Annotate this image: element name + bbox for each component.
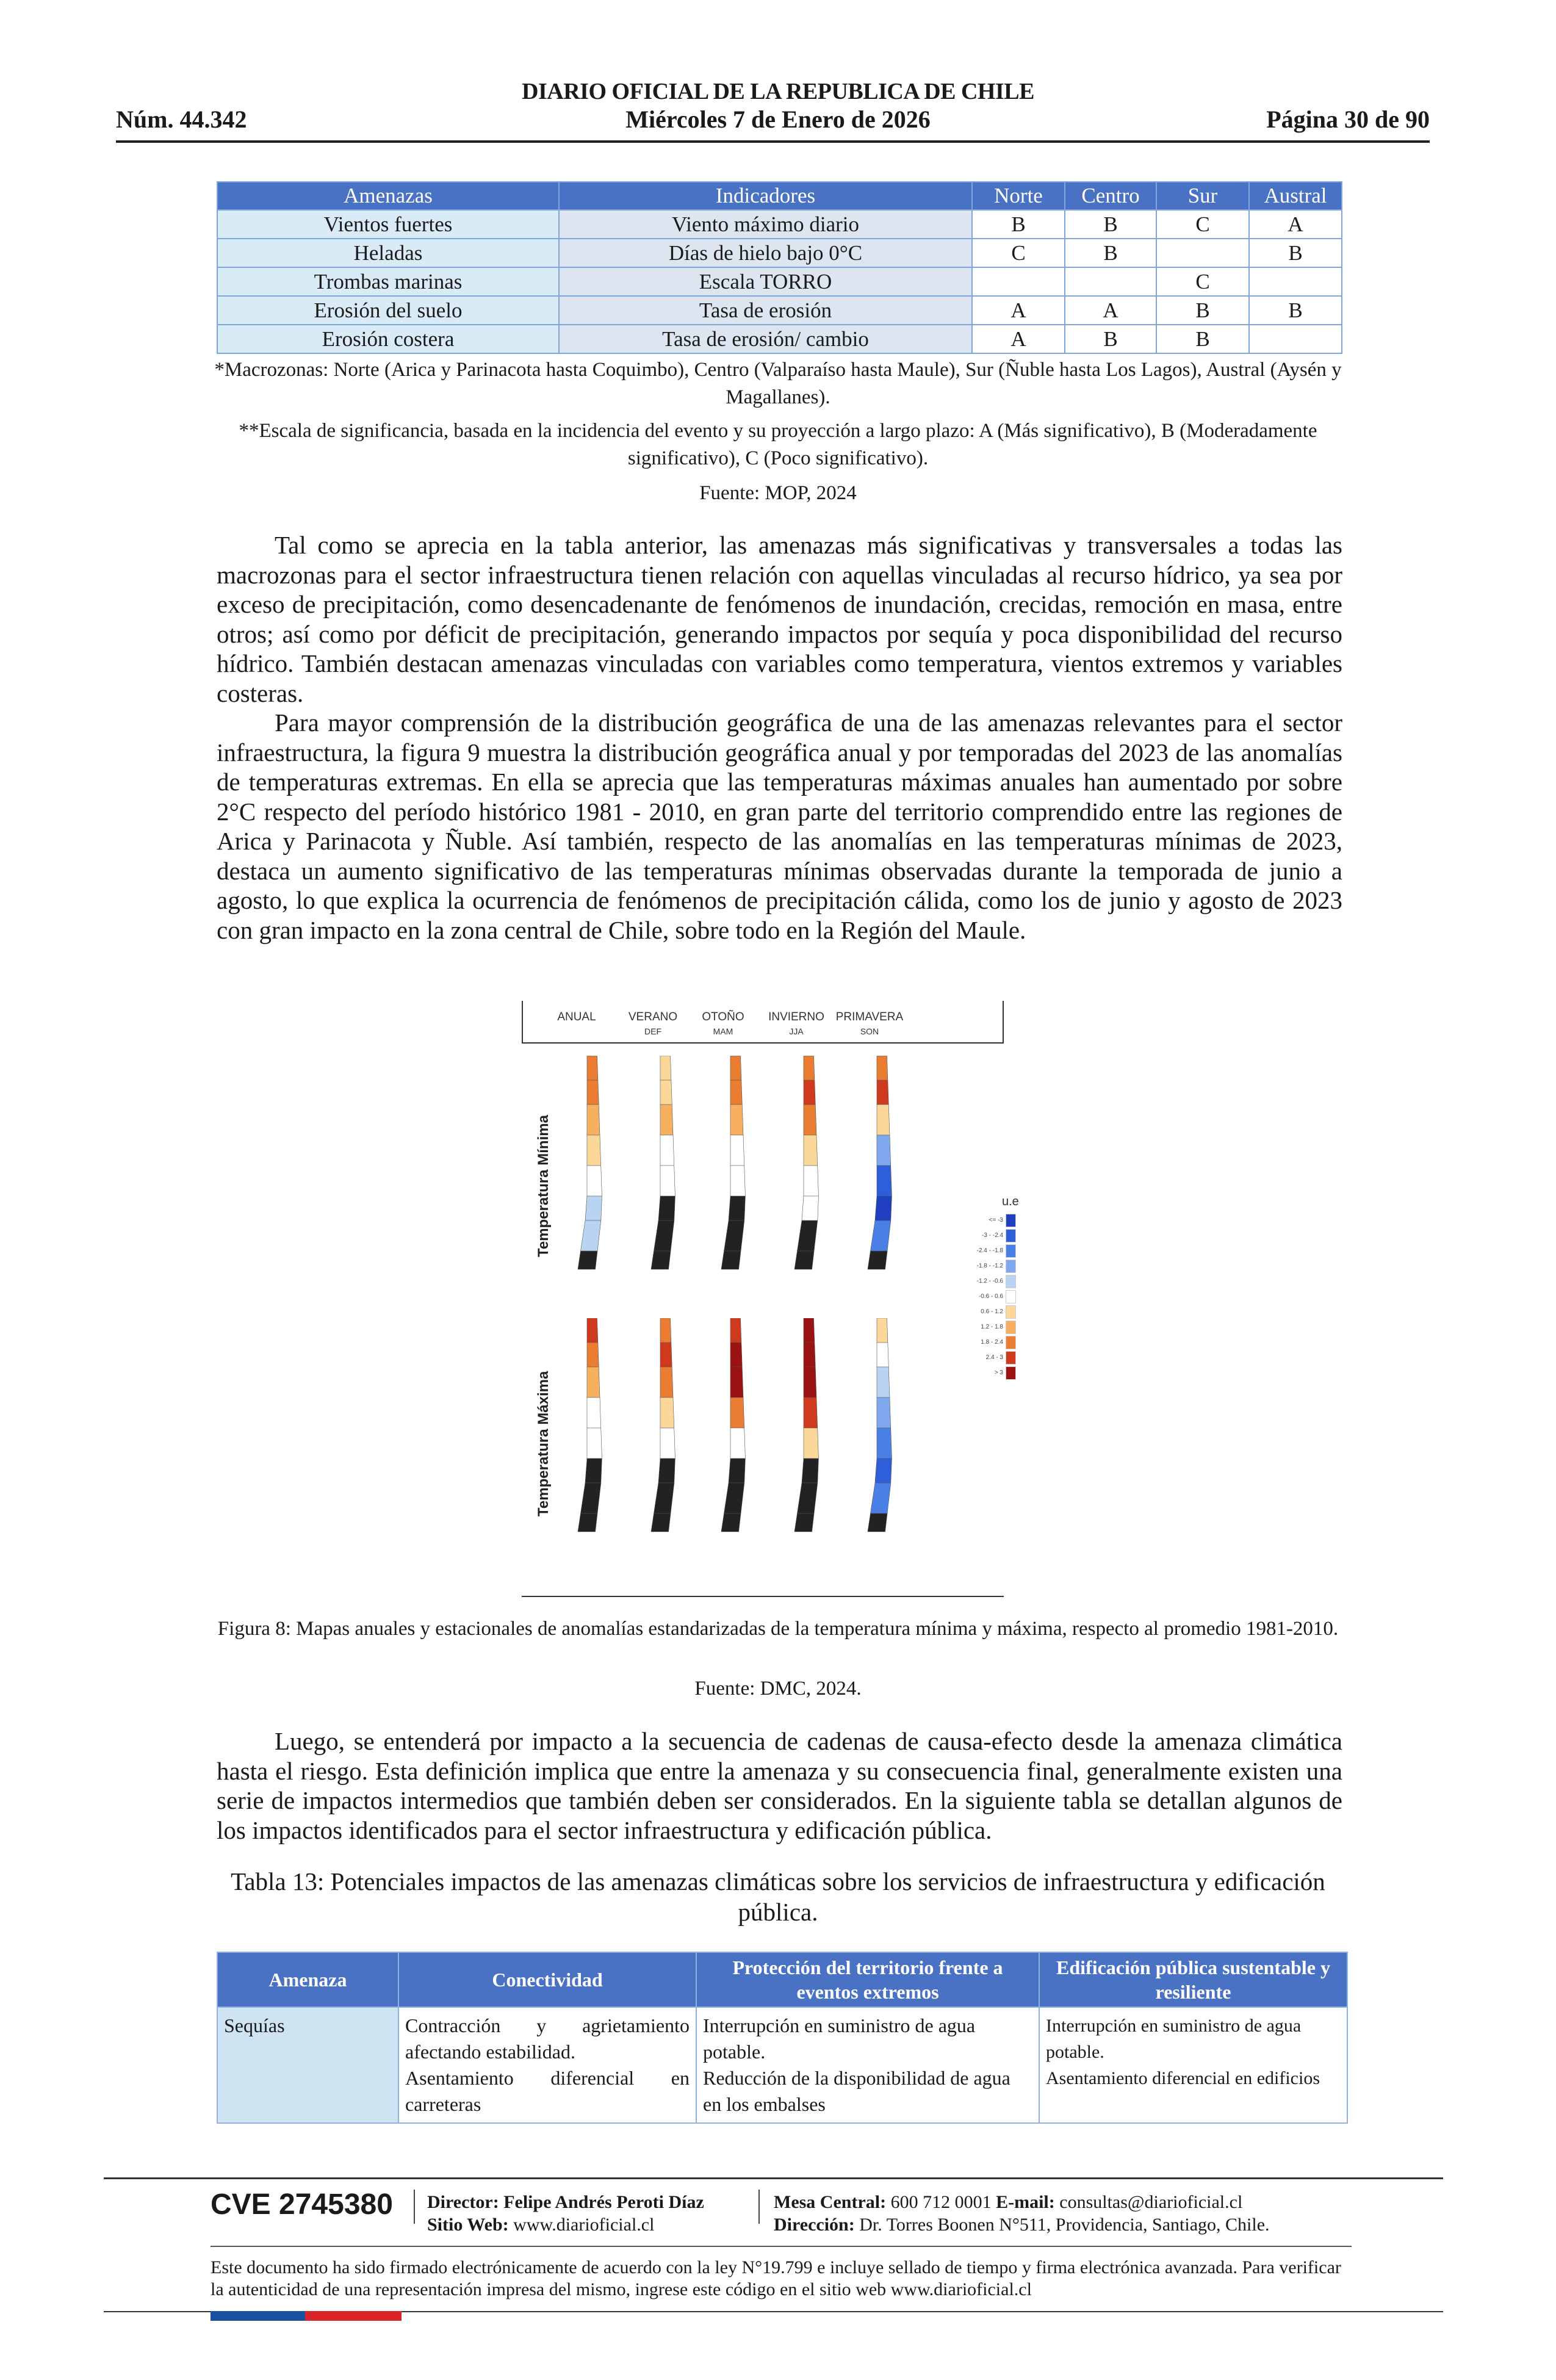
legend-label: 1.8 - 2.4 (981, 1339, 1003, 1346)
legend-label: -2.4 - -1.8 (976, 1247, 1003, 1254)
issue-number: Núm. 44.342 (116, 106, 247, 133)
chile-anomaly-map (851, 1318, 918, 1538)
sur-cell (1156, 239, 1249, 267)
norte-cell: A (972, 325, 1065, 353)
map-region (724, 1483, 744, 1513)
legend-label: 1.2 - 1.8 (981, 1324, 1003, 1330)
impact-item: Asentamiento diferencial en edificios (1046, 2068, 1320, 2088)
legend-item (967, 1319, 1016, 1335)
legend-swatch (1006, 1229, 1016, 1242)
col-header: Conectividad (398, 1952, 696, 2007)
footer-separator (414, 2190, 415, 2224)
map-region (730, 1397, 744, 1428)
map-region (660, 1166, 675, 1196)
issue-date: Miércoles 7 de Enero de 2026 (625, 106, 931, 133)
legend-swatch (1006, 1275, 1016, 1288)
map-region (804, 1397, 818, 1428)
table-source: Fuente: MOP, 2024 (699, 482, 857, 504)
map-region (721, 1513, 741, 1532)
director-name: Felipe Andrés Peroti Díaz (503, 2192, 704, 2212)
map-region (730, 1343, 742, 1367)
col-header: Austral (1249, 182, 1342, 210)
impacts-table (217, 1952, 1348, 2124)
legend-item (967, 1289, 1016, 1304)
table-row (217, 296, 1342, 325)
amenaza-cell: Heladas (217, 239, 559, 267)
indicador-cell: Tasa de erosión/ cambio (559, 325, 972, 353)
map-region (660, 1367, 673, 1397)
legend-label: -3 - -2.4 (981, 1232, 1003, 1239)
map-region (587, 1105, 600, 1135)
map-region (798, 1221, 818, 1251)
newspaper-title: DIARIO OFICIAL DE LA REPUBLICA DE CHILE (522, 79, 1034, 104)
centro-cell: A (1065, 296, 1156, 325)
impacts-table-header (217, 1952, 1347, 2007)
indicador-cell: Tasa de erosión (559, 296, 972, 325)
map-region (660, 1343, 672, 1367)
legend-swatch (1006, 1305, 1016, 1319)
map-region (730, 1428, 745, 1459)
legend-item (967, 1350, 1016, 1365)
map-region (658, 1459, 675, 1483)
map-region (802, 1196, 818, 1221)
amenaza-cell: Trombas marinas (217, 267, 559, 296)
map-region (868, 1513, 887, 1532)
footer-director-block (427, 2191, 704, 2236)
centro-cell (1065, 267, 1156, 296)
body-text-block (217, 530, 1342, 945)
conectividad-cell (398, 2007, 696, 2123)
austral-cell (1249, 267, 1342, 296)
footer-contact-block (774, 2191, 1270, 2236)
chile-anomaly-map (778, 1318, 845, 1538)
map-region (660, 1080, 672, 1105)
chile-anomaly-map (561, 1056, 629, 1275)
map-region (724, 1221, 744, 1251)
col-header: Amenaza (217, 1952, 398, 2007)
map-region (587, 1428, 602, 1459)
figure-left-rule (522, 1001, 523, 1042)
impact-item: Reducción de la disponibilidad de agua en los embalses (703, 2067, 1010, 2115)
map-region (730, 1056, 741, 1080)
mesa-phone: 600 712 0001 (890, 2192, 992, 2212)
threats-table-header (217, 182, 1342, 210)
amenaza-cell: Sequías (217, 2007, 398, 2123)
indicador-cell: Viento máximo diario (559, 210, 972, 239)
figure-column-header: OTOÑO MAM (702, 1011, 744, 1036)
map-region (729, 1196, 745, 1221)
map-region (730, 1105, 743, 1135)
map-region (877, 1056, 888, 1080)
map-region (804, 1080, 815, 1105)
map-region (804, 1166, 818, 1196)
map-region (804, 1367, 816, 1397)
indicador-cell: Días de hielo bajo 0°C (559, 239, 972, 267)
temperature-anomaly-figure (522, 1001, 1028, 1596)
legend-item (967, 1213, 1016, 1228)
figure-row-label-max: Temperatura Máxima (535, 1371, 552, 1516)
map-region (877, 1135, 891, 1166)
amenaza-cell: Erosión costera (217, 325, 559, 353)
map-region (875, 1196, 891, 1221)
figure-header-rule (522, 1042, 1004, 1044)
legend-item (967, 1243, 1016, 1258)
map-region (804, 1318, 815, 1343)
legend-label: <= -3 (989, 1217, 1003, 1224)
map-region (877, 1080, 888, 1105)
sur-cell: B (1156, 296, 1249, 325)
map-region (660, 1428, 675, 1459)
norte-cell: A (972, 296, 1065, 325)
legend-swatch (1006, 1351, 1016, 1365)
figure-right-rule (1003, 1001, 1004, 1042)
map-region (804, 1135, 818, 1166)
chile-anomaly-map (851, 1056, 918, 1275)
map-region (798, 1483, 818, 1513)
map-region (660, 1056, 671, 1080)
map-region (587, 1135, 601, 1166)
amenaza-cell: Vientos fuertes (217, 210, 559, 239)
threats-table (217, 181, 1342, 354)
norte-cell: C (972, 239, 1065, 267)
col-header: Protección del territorio frente a eventos extremos (696, 1952, 1039, 2007)
legend-item (967, 1274, 1016, 1289)
figure-legend (976, 1195, 1043, 1380)
map-region (730, 1166, 745, 1196)
figure-column-header: VERANO DEF (628, 1011, 678, 1036)
table-row (217, 239, 1342, 267)
figure-column-header: ANUAL (557, 1011, 596, 1023)
map-region (587, 1056, 598, 1080)
page-number: Página 30 de 90 (1266, 106, 1430, 133)
map-region (578, 1251, 597, 1269)
centro-cell: B (1065, 239, 1156, 267)
map-region (578, 1513, 597, 1532)
sur-cell: C (1156, 267, 1249, 296)
map-region (871, 1221, 891, 1251)
map-region (804, 1056, 815, 1080)
table-note-macrozonas: *Macrozonas: Norte (Arica y Parinacota hasta Coquimbo), Centro (Valparaíso hasta Maule), Sur (Ñuble hasta Los Lagos), Austral (Aysén y Magallanes). (214, 359, 1342, 408)
map-region (804, 1343, 815, 1367)
map-region (581, 1483, 601, 1513)
map-region (587, 1367, 600, 1397)
sur-cell: C (1156, 210, 1249, 239)
legend-swatch (1006, 1214, 1016, 1227)
mesa-label: Mesa Central: (774, 2192, 887, 2212)
legend-swatch (1006, 1336, 1016, 1349)
legend-label: -0.6 - 0.6 (978, 1293, 1003, 1300)
map-region (877, 1105, 890, 1135)
legend-label: 2.4 - 3 (985, 1354, 1003, 1361)
norte-cell (972, 267, 1065, 296)
austral-cell: B (1249, 296, 1342, 325)
map-region (875, 1459, 891, 1483)
figure-column-header: INVIERNO JJA (768, 1011, 824, 1036)
map-region (658, 1196, 675, 1221)
legend-label: -1.8 - -1.2 (976, 1263, 1003, 1269)
map-region (877, 1343, 888, 1367)
footer-separator (758, 2190, 760, 2224)
figure-source: Fuente: DMC, 2024. (694, 1678, 862, 1700)
map-region (651, 1251, 671, 1269)
legend-item (967, 1228, 1016, 1243)
map-region (654, 1221, 674, 1251)
map-region (804, 1105, 816, 1135)
map-region (585, 1196, 602, 1221)
figure-row-label-min: Temperatura Mínima (535, 1115, 552, 1257)
map-region (730, 1080, 742, 1105)
map-region (581, 1221, 601, 1251)
impact-item: Contracción y agrietamiento afectando estabilidad. (405, 2014, 690, 2063)
edificacion-cell (1039, 2007, 1347, 2123)
norte-cell: B (972, 210, 1065, 239)
director-label: Director: (427, 2192, 499, 2212)
table-note-significance: **Escala de significancia, basada en la incidencia del evento y su proyección a largo plazo: A (Más significativo), B (Moderadamente significativo), C (Poco significativo). (239, 420, 1317, 469)
footer-mid-rule (211, 2246, 1352, 2247)
map-region (585, 1459, 602, 1483)
map-region (660, 1397, 674, 1428)
legend-item (967, 1335, 1016, 1350)
austral-cell: B (1249, 239, 1342, 267)
map-region (587, 1166, 602, 1196)
flag-bar-red (305, 2311, 402, 2321)
map-region (651, 1513, 671, 1532)
legend-swatch (1006, 1244, 1016, 1258)
legend-swatch (1006, 1321, 1016, 1334)
footer-top-rule (104, 2177, 1443, 2179)
proteccion-cell (696, 2007, 1039, 2123)
legend-title: u.e (1002, 1195, 1019, 1208)
impact-item: Interrupción en suministro de agua potable. (1046, 2016, 1302, 2062)
map-region (587, 1343, 599, 1367)
figure-bottom-rule (522, 1596, 1004, 1597)
paragraph: Luego, se entenderá por impacto a la secuencia de cadenas de causa-efecto desde la amenaza climática hasta el riesgo. Esta definición implica que entre la amenaza y su consecuencia final, generalmente existen una serie de impactos intermedios que también deben ser considerados. En la siguiente tabla se detallan algunos de los impactos identificados para el sector infraestructura y edificación pública. (217, 1727, 1342, 1844)
map-region (730, 1135, 744, 1166)
amenaza-cell: Erosión del suelo (217, 296, 559, 325)
table-row (217, 325, 1342, 353)
chile-anomaly-map (705, 1318, 772, 1538)
map-region (660, 1135, 674, 1166)
legend-swatch (1006, 1290, 1016, 1304)
chile-anomaly-map (705, 1056, 772, 1275)
map-region (660, 1105, 673, 1135)
map-region (877, 1166, 891, 1196)
col-header: Amenazas (217, 182, 559, 210)
body-text-block (217, 1726, 1342, 1845)
map-region (660, 1318, 671, 1343)
map-region (802, 1459, 818, 1483)
figure-column-header: PRIMAVERA SON (835, 1011, 904, 1036)
table-row (217, 267, 1342, 296)
map-region (868, 1251, 887, 1269)
col-header: Indicadores (559, 182, 972, 210)
email-label: E-mail: (996, 2192, 1055, 2212)
indicador-cell: Escala TORRO (559, 267, 972, 296)
legend-label: 0.6 - 1.2 (981, 1308, 1003, 1315)
austral-cell (1249, 325, 1342, 353)
map-region (587, 1080, 599, 1105)
centro-cell: B (1065, 210, 1156, 239)
sur-cell: B (1156, 325, 1249, 353)
paragraph: Para mayor comprensión de la distribución geográfica de una de las amenazas relevantes para el sector infraestructura, la figura 9 muestra la distribución geográfica anual y por temporadas del 2023 de las anomalías de temperaturas extremas. En ella se aprecia que las temperaturas máximas anuales han aumentado por sobre 2°C respecto del período histórico 1981 - 2010, en gran parte del territorio comprendido entre las regiones de Arica y Parinacota y Ñuble. Así también, respecto de las anomalías en las temperaturas mínimas de 2023, destaca un aumento significativo de las temperaturas mínimas observadas durante la temporada de junio a agosto, lo que explica la ocurrencia de fenómenos de precipitación cálida, como los de junio y agosto de 2023 con gran impacto en la zona central de Chile, sobre todo en la Región del Maule. (217, 709, 1342, 944)
legend-swatch (1006, 1366, 1016, 1380)
map-region (877, 1428, 891, 1459)
col-header: Norte (972, 182, 1065, 210)
map-region (877, 1367, 890, 1397)
figure-caption: Figura 8: Mapas anuales y estacionales de anomalías estandarizadas de la temperatura mínima y máxima, respecto al promedio 1981-2010. (217, 1618, 1339, 1640)
map-region (729, 1459, 745, 1483)
map-region (794, 1251, 814, 1269)
map-region (730, 1318, 741, 1343)
web-label: Sitio Web: (427, 2215, 509, 2235)
address-label: Dirección: (774, 2215, 855, 2235)
table-row (217, 2007, 1347, 2123)
email-link[interactable]: consultas@diarioficial.cl (1059, 2192, 1243, 2212)
map-region (587, 1397, 601, 1428)
col-header: Centro (1065, 182, 1156, 210)
map-region (730, 1367, 743, 1397)
legend-swatch (1006, 1260, 1016, 1273)
table-row (217, 210, 1342, 239)
map-region (794, 1513, 814, 1532)
chile-anomaly-map (778, 1056, 845, 1275)
map-region (804, 1428, 818, 1459)
chile-anomaly-map (635, 1056, 702, 1275)
legal-notice: Este documento ha sido firmado electrónicamente de acuerdo con la ley N°19.799 e incluye sellado de tiempo y firma electrónica avanzada. Para verificar la autenticidad de una representación impresa del mismo, ingrese este código en el sitio web www.diarioficial.cl (211, 2257, 1341, 2299)
legend-item (967, 1365, 1016, 1380)
legend-item (967, 1258, 1016, 1274)
map-region (654, 1483, 674, 1513)
web-link[interactable]: www.diarioficial.cl (513, 2215, 655, 2235)
cve-code: CVE 2745380 (211, 2188, 393, 2221)
header-divider (116, 140, 1430, 143)
address: Dr. Torres Boonen N°511, Providencia, Santiago, Chile. (859, 2215, 1270, 2235)
map-region (587, 1318, 598, 1343)
col-header: Sur (1156, 182, 1249, 210)
map-region (871, 1483, 891, 1513)
impact-item: Interrupción en suministro de agua potable. (703, 2014, 976, 2063)
table13-title: Tabla 13: Potenciales impactos de las amenazas climáticas sobre los servicios de infraestructura y edificación pública. (231, 1867, 1325, 1926)
chile-anomaly-map (635, 1318, 702, 1538)
map-region (721, 1251, 741, 1269)
chile-anomaly-map (561, 1318, 629, 1538)
impact-item: Asentamiento diferencial en carreteras (405, 2067, 690, 2115)
flag-bar-blue (211, 2311, 305, 2321)
legend-item (967, 1304, 1016, 1319)
col-header: Edificación pública sustentable y resiliente (1039, 1952, 1347, 2007)
paragraph: Tal como se aprecia en la tabla anterior, las amenazas más significativas y transversales a todas las macrozonas para el sector infraestructura tienen relación con aquellas vinculadas al recurso hídrico, ya sea por exceso de precipitación, como desencadenante de fenómenos de inundación, crecidas, remoción en masa, entre otros; así como por déficit de precipitación, generando impactos por sequía y poca disponibilidad del recurso hídrico. También destacan amenazas vinculadas con variables como temperatura, vientos extremos y variables costeras. (217, 531, 1342, 707)
legend-label: > 3 (994, 1369, 1003, 1376)
centro-cell: B (1065, 325, 1156, 353)
map-region (877, 1318, 888, 1343)
austral-cell: A (1249, 210, 1342, 239)
map-region (877, 1397, 891, 1428)
legend-label: -1.2 - -0.6 (976, 1278, 1003, 1285)
